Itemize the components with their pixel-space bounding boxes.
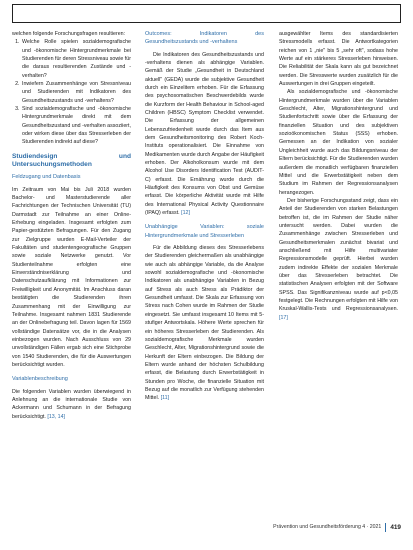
body-paragraph: Die Indikatoren des Gesundheitszustands und -verhaltens dienen als abhängige Variablen. Gemäß der Studie „Gesundheit in Deutschland aktuell" (GEDA) wurde die subjektive Gesundheit durch ein Einzelitem erhoben. Für die Erfassung des psychosomatischen Beschwerdebilds wurde die Kurzform der Health Behaviour in School-aged Children (HBSC) Symptom Checklist verwendet. Die Erfassung der allgemeinen Lebenszufriedenheit wurde durch das Item aus dem Gesundheitsmonitoring des Robert Koch-Instituts operationalisiert. Die Einnahme von Medikamenten wurde durch Angabe der Häufigkeit erhoben. Der Alkoholkonsum wurde mit dem Alcohol Use Disorders Identification Test (AUDIT-C) erfasst. Die Ernährung wurde durch die Häufigkeit des Konsums von Obst und Gemüse erfasst. Die körperliche Aktivität wurde mit Hilfe des International Physical Activity Questionnaire (IPAQ) erfasst. [12] (145, 51, 264, 217)
reference-link[interactable]: [11] (160, 395, 170, 402)
reference-link[interactable]: [17] (279, 314, 288, 321)
column-1 (12, 30, 131, 421)
body-paragraph: Im Zeitraum von Mai bis Juli 2018 wurden Bachelor- und Masterstudierende aller Fachrichtungen der Technischen Universität (TU) Darmstadt zur Teilnahme an einer Online-Erhebung eingeladen. Insgesamt erfolgten zum Papier-gestützten Befragungen. Für den Zugang zur Zielgruppe wurden E-Mail-Verteiler der Fakultäten und studentengeografische Gruppen sowie soziale Netzwerke genutzt. Vor Studienteilnahme erfolgten eine Einverständniserklärung und Datenschutzaufklärung mit Informationen zur Freiwilligkeit und Anonymität. Im Anschluss daran bestätigten die Studierenden ihren Zusammenhang mit der Einwilligung zur Teilnahme. Insgesamt nahmen 1831 Studierende an der Onlinebefragung teil. Davon lagen für 1569 vollständige Datensätze vor, die in die Analysen einbezogen wurden. Nach Ausschluss von 29 unvollständigen Fällen ergab sich eine Stichprobe von 1540 Studierenden, die für die Auswertungen berücksichtigt wurden. (12, 186, 131, 368)
research-question: 3. Sind sozialdemografische und -ökonomische Hintergrundmerkmale direkt mit dem Gesundheitszustand und -verhalten assoziiert, oder wirken diese über das Stresserleben der Studierenden indirekt auf diese? (21, 105, 131, 147)
body-paragraph: Der bisherige Forschungsstand zeigt, dass ein Anteil der Studierenden von starken Belastungen betroffen ist, die im Rahmen der Studie näher untersucht werden. Dabei wurden die Zusammenhänge zwischen Stresserleben und Gesundheitsmerkmalen zunächst bivariat und anschließend mit Hilfe multivariater Regressionsmodelle geprüft. Hierbei wurden zudem indirekte Effekte der sozialen Merkmale über das Stresserleben betrachtet. Die statistischen Analysen erfolgten mit der Software SPSS. Das Signifikanzniveau wurde auf p<0,05 festgelegt. Die Rechnungen erfolgten mit Hilfe von Kruskal-Wallis-Tests und Regressionsanalysen. [17] (279, 197, 398, 321)
body-paragraph: Als sozialdemografische und -ökonomische Hintergrundmerkmale wurden über die Variablen Geschlecht, Alter, Migrationshintergrund und Studienfortschritt sowie über die Erfassung der finanziellen Situation und des subjektiven sozioökonomischen Status (SSS) erhoben. Gemessen an der Indikation von sozialer Ungleichheit wurde auch das Bildungsniveau der Eltern berücksichtigt. Für die Studierenden wurden außerdem die monatlich verfügbaren finanziellen Mittel und die Erwerbstätigkeit neben dem Studium im Rahmen der Regressionsanalysen herangezogen. (279, 89, 398, 196)
page-footer (12, 522, 401, 532)
body-paragraph: Die folgenden Variablen wurden überwiegend in Anlehnung an die internationale Studie von Ackermann und Schumann in der Befragung berücksichtigt. [13, 14] (12, 388, 131, 420)
research-question: 2. Inwiefern Zusammenhänge von Stressniveau und Studierenden mit Indikatoren des Gesundheitszustands und -verhaltens? (21, 80, 131, 105)
reference-link[interactable]: [12] (181, 210, 190, 217)
page-number: 419 (390, 523, 401, 531)
research-questions-list (12, 38, 131, 146)
footer-divider (385, 523, 386, 532)
column-2 (145, 30, 264, 403)
subsection-heading: Feldzugang und Datenbasis (12, 174, 81, 181)
column-3 (279, 30, 398, 322)
research-question: 1. Welche Rolle spielen sozialdemografische und -ökonomische Hintergrundmerkmale bei Studierenden für deren Stressniveau sowie für die daraus resultierenden Zustände und -verhalten? (21, 38, 131, 80)
body-paragraph: ausgewählter Items des standardisierten Stressmodells erfasst. Die Antwortkategorien reichen von 1 „nie" bis 5 „sehr oft", sodass hohe Werte auf ein stärkeres Stresserleben hinweisen. Die Reliabilität der Skala kann als gut bezeichnet werden. Die Stresswerte wurden zusätzlich für die Auswertungen in drei Gruppen eingeteilt. (279, 31, 398, 88)
section-heading: Studiendesign und Untersuchungsmethoden (12, 152, 131, 169)
body-paragraph: Für die Abbildung dieses des Stresserlebens der Studierenden gleichermaßen als unabhängige wie auch als abhängige Variable, da die Analyse sowohl sozialdemografische und -ökonomische Indikatoren als unabhängige Variablen in Bezug auf Stress als auch Stress als Prädiktor der Gesundheit umfasst. Die Skala zur Erfassung von Stress nach Cohen wurde im Rahmen der Studie eingesetzt. Sie umfasst insgesamt 10 Items mit 5-stufiger Antwortskala. Höhere Werte sprechen für ein höheres Stresserleben der Studierenden. Als sozialdemografische Merkmale wurden Geschlecht, Alter, Migrationshintergrund sowie die Herkunft der Eltern einbezogen. Die Bildung der Eltern wurde anhand der höchsten Schulbildung erfasst, die Belastung durch Erwerbstätigkeit in Stunden pro Woche, die finanzielle Situation mit Bezug auf die monatlich zur Verfügung stehenden Mittel. [11] (145, 245, 264, 402)
subsection-heading: Outcomes: Indikatoren des Gesundheitszustands und -verhaltens (145, 31, 264, 46)
journal-name: Prävention und Gesundheitsförderung 4 · 2021 (273, 524, 382, 530)
header-bar (12, 4, 401, 23)
intro-text: welchen folgende Forschungsfragen resultieren: (12, 31, 126, 37)
reference-link[interactable]: [13, 14] (47, 413, 66, 420)
subsection-heading: Unabhängige Variablen: soziale Hintergrundmerkmale und Stresserleben (145, 224, 264, 239)
subsection-heading: Variablenbeschreibung (12, 376, 68, 383)
